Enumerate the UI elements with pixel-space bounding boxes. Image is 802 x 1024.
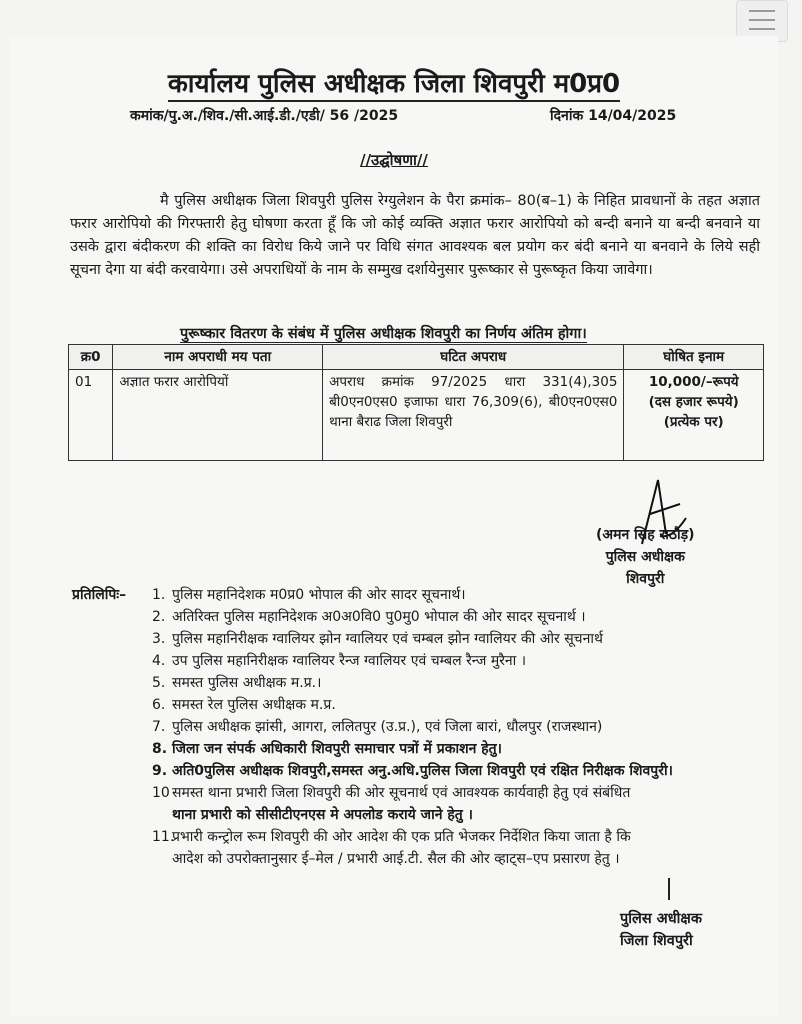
list-item: 5. समस्त पुलिस अधीक्षक म.प्र.। bbox=[152, 675, 322, 691]
menu-bar-icon bbox=[749, 19, 775, 21]
reward-amount: 10,000/–रूपये bbox=[648, 374, 739, 390]
footer-signatory bbox=[620, 908, 702, 952]
office-title: कार्यालय पुलिस अधीक्षक जिला शिवपुरी म0प्र0 bbox=[10, 64, 778, 100]
signatory-name: (अमन सिंह राठौड़) bbox=[596, 527, 695, 543]
document-page bbox=[10, 36, 778, 1016]
declaration-body: मै पुलिस अधीक्षक जिला शिवपुरी पुलिस रेग्युलेशन के पैरा क्रमांक– 80(ब–1) के निहित प्रावधानों के तहत अज्ञात फरार आरोपियो की गिरफ्तारी हेतु घोषणा करता हूँ कि जो कोई व्यक्ति अज्ञात फरार आरोपियो को बन्दी बनाने या बन्दी बनवाने या उसके द्वारा बंदीकरण की शक्ति का विरोध किये जाने पर विधि संगत आवश्यक बल प्रयोग कर बंदी बनाने या बनवाने के लिये सही सूचना देगा या बंदी करवायेगा। उसे अपराधियों के नाम के सम्मुख दर्शायेनुसार पुरूष्कार से पुरूष्कृत किया जावेगा। bbox=[70, 193, 760, 278]
reward-words: (दस हजार रूपये) bbox=[648, 394, 739, 410]
list-item: 7. पुलिस अधीक्षक झांसी, आगरा, ललितपुर (उ.प्र.), एवं जिला बारां, धौलपुर (राजस्थान) bbox=[152, 719, 603, 735]
list-item: 6. समस्त रेल पुलिस अधीक्षक म.प्र. bbox=[152, 697, 336, 713]
declaration-title: //उद्घोषणा// bbox=[360, 151, 428, 169]
initial-mark bbox=[668, 878, 670, 900]
list-item: 1. पुलिस महानिदेशक म0प्र0 भोपाल की ओर सादर सूचनार्थ। bbox=[152, 587, 466, 603]
cell-serial: 01 bbox=[69, 370, 113, 461]
decision-note: पुरूष्कार वितरण के संबंध में पुलिस अधीक्षक शिवपुरी का निर्णय अंतिम होगा। bbox=[180, 326, 587, 342]
document-date: दिनांक 14/04/2025 bbox=[550, 108, 677, 124]
list-item: 4. उप पुलिस महानिरीक्षक ग्वालियर रैन्ज ग्वालियर एवं चम्बल रैन्ज मुरैना । bbox=[152, 653, 527, 669]
list-item: 11. प्रभारी कन्ट्रोल रूम शिवपुरी की ओर आदेश की एक प्रति भेजकर निर्देशित किया जाता है कि आदेश को उपरोक्तानुसार ई–मेल / प्रभारी आई.टी. सैल की ओर व्हाट्स–एप प्रसारण हेतु । bbox=[152, 829, 631, 867]
menu-bar-icon bbox=[749, 28, 775, 30]
list-item: 2. अतिरिक्त पुलिस महानिदेशक अ0अ0वि0 पु0मु0 भोपाल की ओर सादर सूचनार्थ । bbox=[152, 609, 586, 625]
header-reward: घोषित इनाम bbox=[624, 345, 764, 370]
cell-crime: अपराध क्रमांक 97/2025 धारा 331(4),305 बी0एन0एस0 इजाफा धारा 76,309(6), बी0एन0एस0 थाना बैराढ जिला शिवपुरी bbox=[323, 370, 624, 461]
copies-label: प्रतिलिपिः– bbox=[72, 587, 127, 603]
cell-name: अज्ञात फरार आरोपियों bbox=[113, 370, 323, 461]
cell-reward bbox=[624, 370, 764, 461]
signatory-block bbox=[596, 524, 695, 590]
signatory-designation: पुलिस अधीक्षक bbox=[605, 549, 685, 565]
reward-note: (प्रत्येक पर) bbox=[663, 414, 724, 430]
footer-designation: पुलिस अधीक्षक bbox=[620, 911, 702, 927]
header-serial: क्र0 bbox=[69, 345, 113, 370]
list-item: 8. जिला जन संपर्क अधिकारी शिवपुरी समाचार पत्रों में प्रकाशन हेतु। bbox=[152, 741, 502, 757]
list-item: 9. अति0पुलिस अधीक्षक शिवपुरी,समस्त अनु.अधि.पुलिस जिला शिवपुरी एवं रक्षित निरीक्षक शिवपुरी। bbox=[152, 763, 673, 779]
menu-bar-icon bbox=[749, 10, 775, 12]
table-row bbox=[69, 370, 764, 461]
signatory-place: शिवपुरी bbox=[626, 571, 665, 587]
reward-table bbox=[68, 344, 764, 461]
footer-district: जिला शिवपुरी bbox=[620, 933, 693, 949]
list-item: 10 समस्त थाना प्रभारी जिला शिवपुरी की ओर सूचनार्थ एवं आवश्यक कार्यवाही हेतु एवं संबंधित थाना प्रभारी को सीसीटीएनएस मे अपलोड कराये जाने हेतु । bbox=[152, 785, 631, 823]
table-header-row bbox=[69, 345, 764, 370]
header-name: नाम अपराधी मय पता bbox=[113, 345, 323, 370]
reference-number: कमांक/पु.अ./शिव./सी.आई.डी./एडी/ 56 /2025 bbox=[130, 108, 399, 124]
header-crime: घटित अपराध bbox=[323, 345, 624, 370]
list-item: 3. पुलिस महानिरीक्षक ग्वालियर झोन ग्वालियर एवं चम्बल झोन ग्वालियर की ओर सूचनार्थ bbox=[152, 631, 603, 647]
